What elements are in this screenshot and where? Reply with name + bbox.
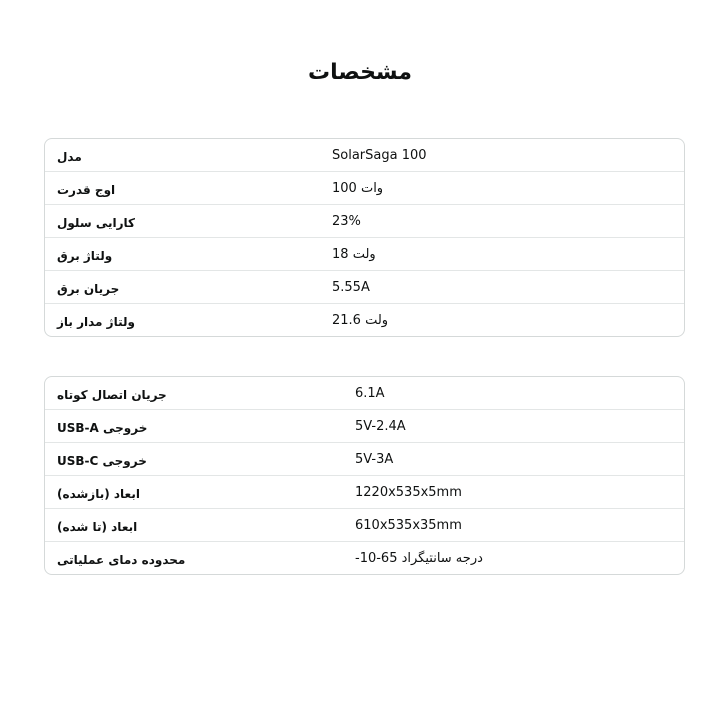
specs-table-2 <box>44 376 685 575</box>
table-row <box>45 139 684 171</box>
table-row <box>45 442 684 475</box>
spec-value: 5V-3A <box>355 451 394 467</box>
specs-table-1 <box>44 138 685 337</box>
table-row <box>45 237 684 270</box>
spec-value: 23% <box>332 213 361 229</box>
page-title: مشخصات <box>308 60 412 85</box>
table-row <box>45 409 684 442</box>
spec-label: ابعاد (بازشده) <box>57 486 140 501</box>
table-row <box>45 303 684 336</box>
spec-label: ولتاژ برق <box>57 248 113 263</box>
spec-value: -10-65 درجه سانتیگراد <box>355 550 483 566</box>
spec-value: 5V-2.4A <box>355 418 406 434</box>
spec-value: 610x535x35mm <box>355 517 462 533</box>
spec-value: 100 وات <box>332 180 384 196</box>
table-row <box>45 541 684 574</box>
spec-label: USB-C خروجی <box>57 453 147 468</box>
spec-label: USB-A خروجی <box>57 420 148 435</box>
spec-value: 18 ولت <box>332 246 376 262</box>
table-row <box>45 508 684 541</box>
spec-label: جریان برق <box>57 281 120 296</box>
table-row <box>45 171 684 204</box>
spec-label: ولتاژ مدار باز <box>57 314 135 329</box>
spec-label: مدل <box>57 149 82 164</box>
spec-value: 1220x535x5mm <box>355 484 462 500</box>
spec-value: 21.6 ولت <box>332 312 389 328</box>
spec-label: اوج قدرت <box>57 182 116 197</box>
spec-label: ابعاد (تا شده) <box>57 519 138 534</box>
spec-label: کارایی سلول <box>57 215 135 230</box>
table-row <box>45 475 684 508</box>
spec-label: جریان اتصال کوتاه <box>57 387 167 402</box>
spec-value: 6.1A <box>355 385 385 401</box>
spec-label: محدوده دمای عملیاتی <box>57 552 186 567</box>
table-row <box>45 204 684 237</box>
spec-value: SolarSaga 100 <box>332 147 427 163</box>
table-row <box>45 270 684 303</box>
spec-value: 5.55A <box>332 279 370 295</box>
table-row <box>45 377 684 409</box>
